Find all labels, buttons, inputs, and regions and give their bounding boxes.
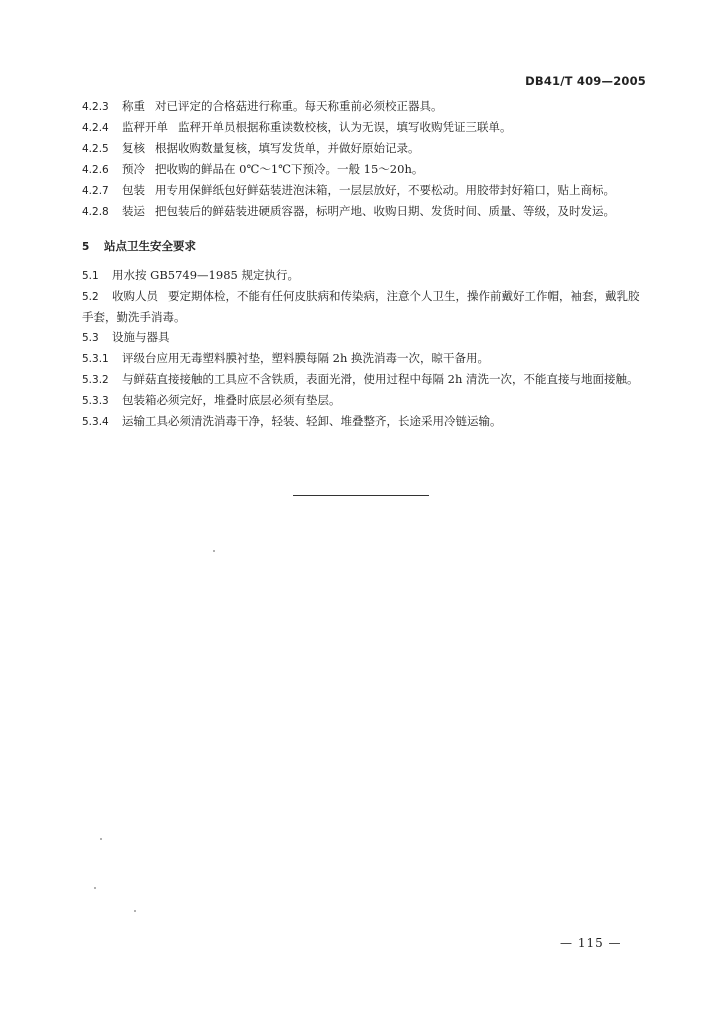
scan-speck — [100, 838, 102, 840]
clause-text: 把包装后的鲜菇装进硬质容器，标明产地、收购日期、发货时间、质量、等级，及时发运。 — [155, 204, 615, 218]
document-body — [82, 96, 642, 432]
clause-number: 5.3.4 — [82, 416, 109, 428]
clause-term: 称重 — [122, 99, 145, 113]
section-number: 5 — [82, 241, 90, 253]
clause-text: 监秤开单员根据称重读数校核，认为无误，填写收购凭证三联单。 — [178, 120, 512, 134]
clause-4-2-7 — [82, 180, 642, 201]
clause-5-3-4 — [82, 411, 642, 432]
scan-speck — [134, 910, 136, 912]
clause-text: 设施与器具 — [112, 330, 170, 344]
clause-term: 预冷 — [122, 162, 145, 176]
clause-5-3-2 — [82, 369, 642, 390]
clause-5-1 — [82, 265, 642, 286]
clause-term: 复核 — [122, 141, 145, 155]
clause-text: 评级台应用无毒塑料膜衬垫，塑料膜每隔 2h 换洗消毒一次，晾干备用。 — [122, 351, 490, 365]
clause-number: 5.1 — [82, 270, 99, 282]
clause-5-3-1 — [82, 348, 642, 369]
clause-number: 4.2.3 — [82, 101, 109, 113]
clause-text: 根据收购数量复核，填写发货单，并做好原始记录。 — [155, 141, 420, 155]
clause-text: 运输工具必须清洗消毒干净，轻装、轻卸、堆叠整齐，长途采用冷链运输。 — [122, 414, 502, 428]
end-of-text-rule — [293, 495, 429, 496]
clause-number: 4.2.5 — [82, 143, 109, 155]
clause-number: 5.3.3 — [82, 395, 109, 407]
clause-term: 包装 — [122, 183, 145, 197]
clause-text: 把收购的鲜品在 0℃～1℃下预冷。一般 15～20h。 — [155, 162, 424, 176]
scan-speck — [213, 550, 215, 552]
clause-5-3 — [82, 327, 642, 348]
clause-text: 对已评定的合格菇进行称重。每天称重前必须校正器具。 — [155, 99, 443, 113]
clause-number: 5.3.2 — [82, 374, 109, 386]
clause-5-3-3 — [82, 390, 642, 411]
clause-number: 4.2.8 — [82, 206, 109, 218]
clause-4-2-4 — [82, 117, 642, 138]
clause-4-2-8 — [82, 201, 642, 222]
clause-term: 收购人员 — [112, 289, 158, 303]
clause-4-2-6 — [82, 159, 642, 180]
clause-text: 要定期体检，不能有任何皮肤病和传染病，注意个人卫生，操作前戴好工作帽，袖套，戴乳胶手套，勤洗手消毒。 — [82, 289, 640, 324]
section-heading — [82, 236, 642, 257]
clause-5-2 — [82, 286, 642, 327]
clause-text: 用水按 GB5749—1985 规定执行。 — [112, 268, 299, 282]
scan-speck — [94, 887, 96, 889]
section-title: 站点卫生安全要求 — [104, 239, 196, 253]
clause-number: 5.3.1 — [82, 353, 109, 365]
clause-text: 用专用保鲜纸包好鲜菇装进泡沫箱，一层层放好，不要松动。用胶带封好箱口，贴上商标。 — [155, 183, 615, 197]
clause-number: 4.2.7 — [82, 185, 109, 197]
clause-text: 包装箱必须完好，堆叠时底层必须有垫层。 — [122, 393, 341, 407]
clause-term: 装运 — [122, 204, 145, 218]
clause-number: 5.3 — [82, 332, 99, 344]
clause-number: 4.2.6 — [82, 164, 109, 176]
clause-number: 4.2.4 — [82, 122, 109, 134]
clause-term: 监秤开单 — [122, 120, 168, 134]
clause-text: 与鲜菇直接接触的工具应不含铁质，表面光滑，使用过程中每隔 2h 清洗一次，不能直接与地面接触。 — [122, 372, 639, 386]
standard-code: DB41/T 409—2005 — [525, 74, 646, 88]
clause-4-2-5 — [82, 138, 642, 159]
clause-4-2-3 — [82, 96, 642, 117]
clause-number: 5.2 — [82, 291, 99, 303]
page-number: — 115 — — [560, 936, 622, 950]
